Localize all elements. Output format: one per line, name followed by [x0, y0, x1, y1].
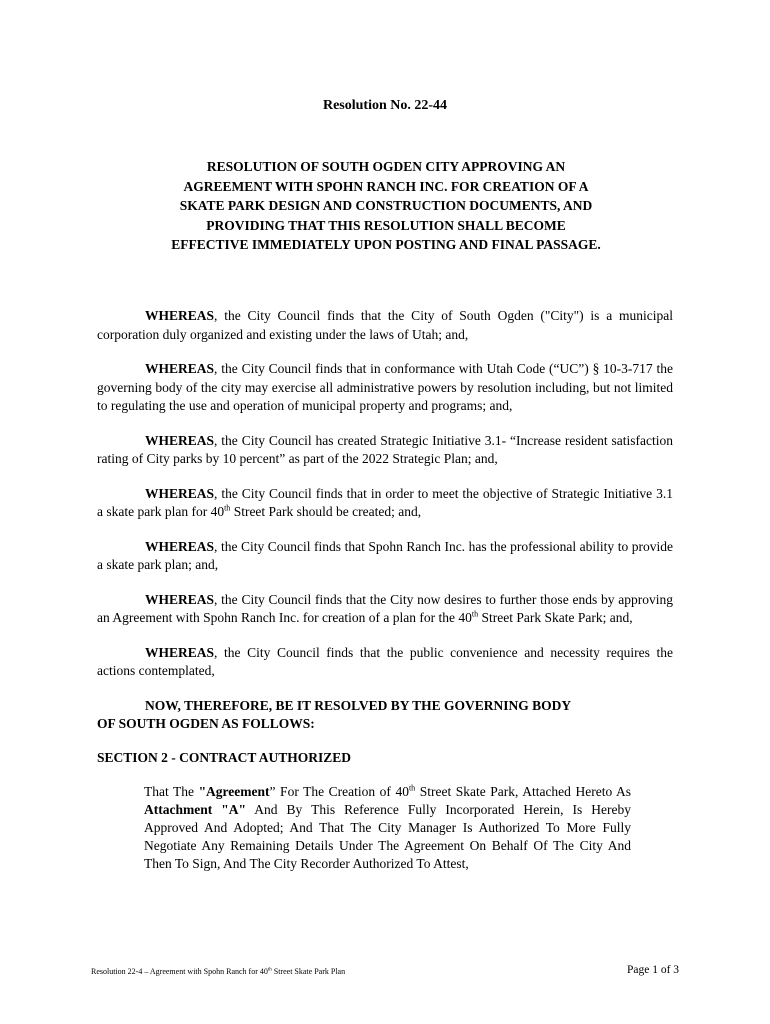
- section-body: [144, 783, 631, 873]
- resolved-clause: [97, 697, 673, 733]
- section-text: ” For The Creation of 40: [269, 784, 409, 799]
- footer-text: Resolution 22-4 – Agreement with Spohn Ranch for 40: [91, 967, 268, 976]
- whereas-text: , the City Council finds that the City of South Ogden ("City") is a municipal corporation duly organized and existing under the laws of Utah; and,: [97, 308, 673, 342]
- whereas-clause: [97, 591, 673, 628]
- section-bold-text: Attachment "A": [144, 802, 246, 817]
- whereas-text: , the City Council finds that Spohn Ranch Inc. has the professional ability to provide a skate park plan; and,: [97, 538, 673, 572]
- whereas-clause: [97, 538, 673, 575]
- resolved-line: OF SOUTH OGDEN AS FOLLOWS:: [97, 715, 315, 731]
- title-line: SKATE PARK DESIGN AND CONSTRUCTION DOCUMENTS, AND: [179, 198, 593, 213]
- whereas-label: WHEREAS: [145, 485, 215, 501]
- section-text: Street Skate Park, Attached Hereto As: [415, 784, 631, 799]
- ordinal-suffix: th: [267, 967, 272, 973]
- whereas-text: Street Park Skate Park; and,: [478, 610, 633, 625]
- ordinal-suffix: th: [408, 783, 416, 793]
- whereas-label: WHEREAS: [145, 538, 215, 554]
- whereas-label: WHEREAS: [145, 644, 215, 660]
- title-line: RESOLUTION OF SOUTH OGDEN CITY APPROVING AN: [206, 159, 566, 174]
- ordinal-suffix: th: [224, 503, 231, 513]
- section-text: That The: [144, 784, 199, 799]
- whereas-clause: [97, 307, 673, 344]
- whereas-label: WHEREAS: [145, 361, 215, 376]
- whereas-label: WHEREAS: [145, 432, 215, 448]
- ordinal-suffix: th: [471, 609, 479, 619]
- title-line: PROVIDING THAT THIS RESOLUTION SHALL BECOME: [206, 217, 566, 233]
- whereas-text: , the City Council finds that in order to meet the objective of Strategic Initiative 3.1 a skate park plan for 40: [97, 485, 673, 519]
- whereas-text: , the City Council finds that the public convenience and necessity requires the actions contemplated,: [97, 644, 673, 678]
- footer-text: Street Skate Park Plan: [271, 967, 346, 976]
- whereas-label: WHEREAS: [145, 591, 215, 607]
- section-bold-text: "Agreement: [198, 784, 270, 799]
- resolution-number: Resolution No. 22-44: [322, 98, 448, 113]
- page-number: Page 1 of 3: [627, 964, 680, 976]
- resolution-body: [97, 307, 673, 873]
- whereas-text: , the City Council finds that in conformance with Utah Code (“UC”) § 10-3-717 the governing body of the city may exercise all administrative powers by resolution including, but not limited to regulating the use and operation of municipal property and programs; and,: [97, 361, 673, 413]
- resolution-title: [130, 157, 642, 255]
- whereas-clause: [97, 485, 673, 522]
- whereas-text: , the City Council has created Strategic Initiative 3.1- “Increase resident satisfaction rating of City parks by 10 percent” as part of the 2022 Strategic Plan; and,: [97, 432, 673, 466]
- whereas-clause: [97, 360, 673, 416]
- section-heading: SECTION 2 - CONTRACT AUTHORIZED: [97, 749, 352, 765]
- whereas-clause: [97, 432, 673, 469]
- section-text: And By This Reference Fully Incorporated Herein, Is Hereby Approved And Adopted; And That The City Manager Is Authorized To More Fully Negotiate Any Remaining Details Under The Agreement On Behalf Of The City And Then To Sign, And The City Recorder Authorized To Attest,: [144, 802, 631, 871]
- footer-document-title: [91, 967, 345, 976]
- whereas-text: , the City Council finds that the City now desires to further those ends by approving an Agreement with Spohn Ranch Inc. for creation of a plan for the 40: [97, 591, 673, 625]
- title-line: AGREEMENT WITH SPOHN RANCH INC. FOR CREATION OF A: [183, 178, 589, 194]
- whereas-label: WHEREAS: [145, 308, 215, 323]
- whereas-text: Street Park should be created; and,: [230, 504, 422, 519]
- resolved-line: NOW, THEREFORE, BE IT RESOLVED BY THE GOVERNING BODY: [145, 697, 572, 713]
- whereas-clause: [97, 644, 673, 681]
- title-line: EFFECTIVE IMMEDIATELY UPON POSTING AND FINAL PASSAGE.: [171, 237, 601, 252]
